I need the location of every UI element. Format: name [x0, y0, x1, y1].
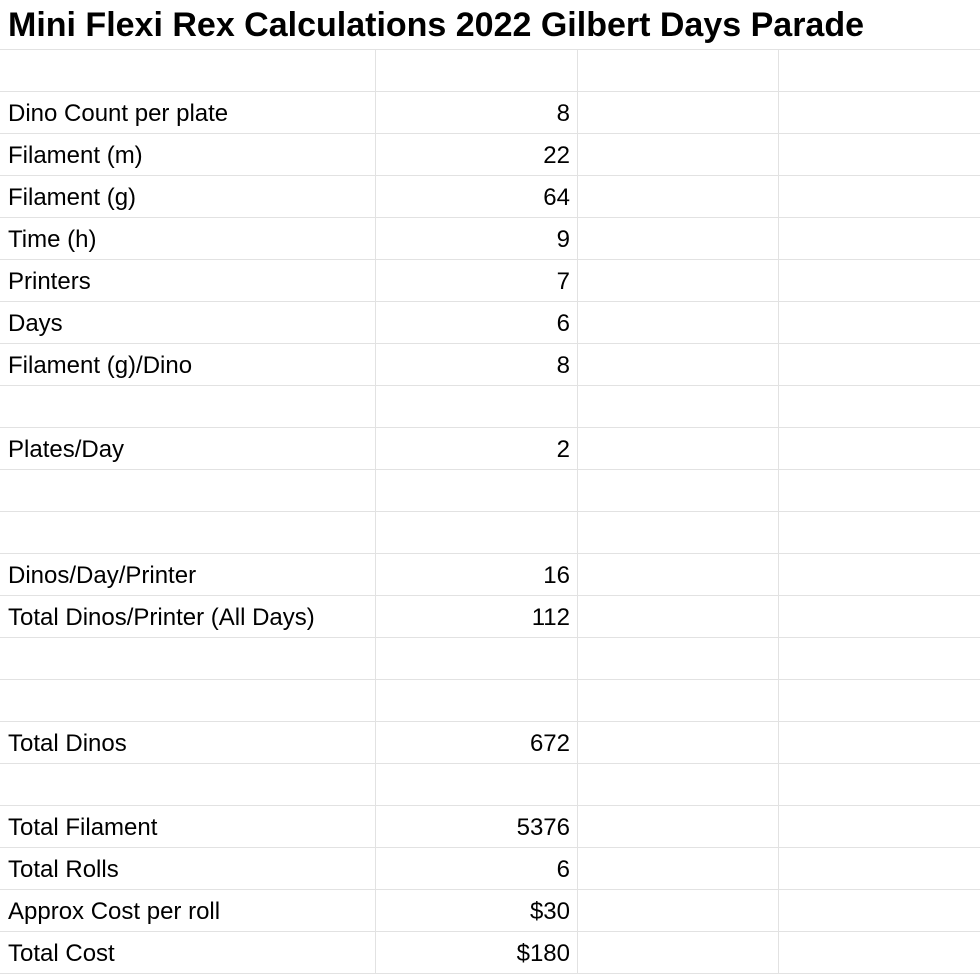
empty-cell[interactable]: [779, 428, 980, 469]
empty-cell[interactable]: [578, 470, 779, 511]
table-row: [0, 344, 980, 386]
empty-cell[interactable]: [779, 722, 980, 763]
empty-cell[interactable]: [779, 680, 980, 721]
label-cell[interactable]: [0, 470, 376, 511]
empty-cell[interactable]: [578, 50, 779, 91]
empty-cell[interactable]: [578, 764, 779, 805]
empty-cell[interactable]: [578, 806, 779, 847]
empty-cell[interactable]: [779, 50, 980, 91]
value-cell[interactable]: 9: [376, 218, 578, 259]
table-row: [0, 680, 980, 722]
label-cell[interactable]: Total Dinos/Printer (All Days): [0, 596, 376, 637]
empty-cell[interactable]: [578, 722, 779, 763]
value-cell[interactable]: [376, 470, 578, 511]
value-cell[interactable]: [376, 680, 578, 721]
empty-cell[interactable]: [578, 848, 779, 889]
empty-cell[interactable]: [779, 344, 980, 385]
value-cell[interactable]: 6: [376, 848, 578, 889]
sheet-title[interactable]: Mini Flexi Rex Calculations 2022 Gilbert Days Parade: [8, 6, 865, 44]
label-cell[interactable]: Dinos/Day/Printer: [0, 554, 376, 595]
empty-cell[interactable]: [779, 638, 980, 679]
table-row: [0, 134, 980, 176]
value-cell[interactable]: 2: [376, 428, 578, 469]
empty-cell[interactable]: [578, 92, 779, 133]
empty-cell[interactable]: [578, 302, 779, 343]
empty-cell[interactable]: [578, 596, 779, 637]
label-cell[interactable]: Printers: [0, 260, 376, 301]
value-cell[interactable]: $30: [376, 890, 578, 931]
empty-cell[interactable]: [578, 344, 779, 385]
value-cell[interactable]: [376, 50, 578, 91]
label-cell[interactable]: Dino Count per plate: [0, 92, 376, 133]
title-row[interactable]: [0, 0, 980, 50]
empty-cell[interactable]: [578, 218, 779, 259]
empty-cell[interactable]: [779, 260, 980, 301]
empty-cell[interactable]: [578, 134, 779, 175]
label-cell[interactable]: [0, 680, 376, 721]
table-row: [0, 932, 980, 974]
table-row: [0, 50, 980, 92]
empty-cell[interactable]: [779, 932, 980, 973]
value-cell[interactable]: $180: [376, 932, 578, 973]
empty-cell[interactable]: [779, 554, 980, 595]
empty-cell[interactable]: [578, 260, 779, 301]
empty-cell[interactable]: [779, 176, 980, 217]
empty-cell[interactable]: [578, 890, 779, 931]
label-cell[interactable]: Plates/Day: [0, 428, 376, 469]
empty-cell[interactable]: [779, 302, 980, 343]
table-row: [0, 176, 980, 218]
empty-cell[interactable]: [779, 890, 980, 931]
label-cell[interactable]: Approx Cost per roll: [0, 890, 376, 931]
empty-cell[interactable]: [578, 554, 779, 595]
label-cell[interactable]: [0, 50, 376, 91]
value-cell[interactable]: [376, 764, 578, 805]
table-row: [0, 848, 980, 890]
value-cell[interactable]: 112: [376, 596, 578, 637]
table-row: [0, 638, 980, 680]
label-cell[interactable]: Time (h): [0, 218, 376, 259]
empty-cell[interactable]: [578, 512, 779, 553]
table-row: [0, 806, 980, 848]
label-cell[interactable]: Total Cost: [0, 932, 376, 973]
value-cell[interactable]: 64: [376, 176, 578, 217]
value-cell[interactable]: 16: [376, 554, 578, 595]
table-row: [0, 92, 980, 134]
label-cell[interactable]: Total Filament: [0, 806, 376, 847]
value-cell[interactable]: 8: [376, 344, 578, 385]
value-cell[interactable]: 5376: [376, 806, 578, 847]
value-cell[interactable]: 6: [376, 302, 578, 343]
label-cell[interactable]: [0, 512, 376, 553]
empty-cell[interactable]: [578, 932, 779, 973]
label-cell[interactable]: [0, 386, 376, 427]
table-row: [0, 554, 980, 596]
empty-cell[interactable]: [578, 428, 779, 469]
value-cell[interactable]: 7: [376, 260, 578, 301]
table-row: [0, 218, 980, 260]
empty-cell[interactable]: [779, 512, 980, 553]
label-cell[interactable]: [0, 764, 376, 805]
empty-cell[interactable]: [578, 680, 779, 721]
label-cell[interactable]: Days: [0, 302, 376, 343]
label-cell[interactable]: Filament (g)/Dino: [0, 344, 376, 385]
empty-cell[interactable]: [578, 386, 779, 427]
spreadsheet-grid: [0, 50, 980, 974]
table-row: [0, 512, 980, 554]
value-cell[interactable]: [376, 386, 578, 427]
empty-cell[interactable]: [779, 596, 980, 637]
value-cell[interactable]: [376, 512, 578, 553]
label-cell[interactable]: [0, 638, 376, 679]
empty-cell[interactable]: [779, 806, 980, 847]
label-cell[interactable]: Filament (m): [0, 134, 376, 175]
value-cell[interactable]: 22: [376, 134, 578, 175]
label-cell[interactable]: Total Rolls: [0, 848, 376, 889]
empty-cell[interactable]: [779, 386, 980, 427]
value-cell[interactable]: 672: [376, 722, 578, 763]
empty-cell[interactable]: [578, 176, 779, 217]
empty-cell[interactable]: [578, 638, 779, 679]
table-row: [0, 302, 980, 344]
table-row: [0, 428, 980, 470]
empty-cell[interactable]: [779, 764, 980, 805]
table-row: [0, 764, 980, 806]
empty-cell[interactable]: [779, 470, 980, 511]
table-row: [0, 470, 980, 512]
value-cell[interactable]: 8: [376, 92, 578, 133]
label-cell[interactable]: Total Dinos: [0, 722, 376, 763]
table-row: [0, 260, 980, 302]
label-cell[interactable]: Filament (g): [0, 176, 376, 217]
empty-cell[interactable]: [779, 92, 980, 133]
value-cell[interactable]: [376, 638, 578, 679]
empty-cell[interactable]: [779, 134, 980, 175]
table-row: [0, 596, 980, 638]
table-row: [0, 386, 980, 428]
table-row: [0, 890, 980, 932]
table-row: [0, 722, 980, 764]
empty-cell[interactable]: [779, 848, 980, 889]
empty-cell[interactable]: [779, 218, 980, 259]
